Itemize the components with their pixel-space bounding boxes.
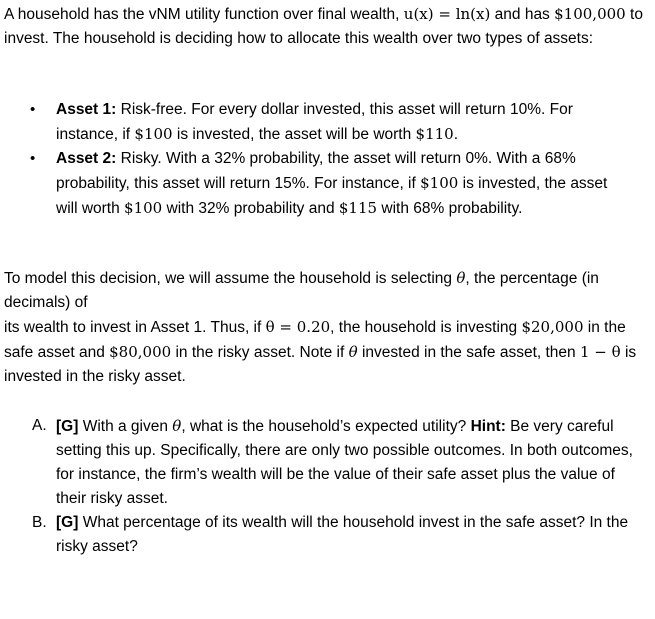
asset-2-label: Asset 2: xyxy=(56,150,117,167)
model-text-3: its wealth to invest in Asset 1. Thus, if xyxy=(4,319,266,336)
intro-text-2: and has xyxy=(490,6,555,23)
intro-paragraph xyxy=(4,2,652,51)
question-a-marker: A. xyxy=(32,417,47,434)
asset-2-text-2: is invested, the asset will worth xyxy=(56,175,608,217)
question-list xyxy=(0,414,652,559)
model-text-6: in the risky asset. Note if xyxy=(171,344,349,361)
model-paragraph xyxy=(4,266,652,389)
question-a-text-1: With a given xyxy=(78,418,173,435)
model-text-7: invested in the safe asset, then xyxy=(357,344,580,361)
question-a-text-2: , what is the household’s expected utility? xyxy=(181,418,471,435)
theta-symbol: θ xyxy=(456,269,466,287)
investment-amount: $100,000 xyxy=(554,5,626,23)
model-text-2: , the percentage (in decimals) of xyxy=(4,270,599,311)
one-minus-theta: 1 − θ xyxy=(579,343,621,361)
theta-equation: θ = 0.20 xyxy=(265,318,331,336)
intro-text-3: to invest. The household is deciding how to allocate this wealth over two types of assets: xyxy=(4,6,643,47)
asset-2-item xyxy=(0,147,640,221)
intro-text-1: A household has the vNM utility function over final wealth, xyxy=(4,6,404,23)
safe-amount: $20,000 xyxy=(521,318,584,336)
bullet-icon: • xyxy=(30,150,36,167)
risky-amount: $80,000 xyxy=(109,343,172,361)
question-b-text-1: What percentage of its wealth will the household invest in the safe asset? In the risky asset? xyxy=(56,514,629,555)
asset-1-text-2: is invested, the asset will be worth xyxy=(172,126,416,143)
asset-1-item xyxy=(0,98,640,147)
asset-2-text-1: Risky. With a 32% probability, the asset will return 0%. With a 68% probability, this asset will return 15%. For instance, if xyxy=(56,150,576,192)
utility-function: u(x) = ln(x) xyxy=(403,5,491,23)
model-text-8: is invested in the risky asset. xyxy=(4,344,637,385)
question-a-tag: [G] xyxy=(56,418,79,435)
asset-1-math-1: $100 xyxy=(134,125,173,143)
question-a xyxy=(0,414,652,511)
asset-1-text-3: . xyxy=(453,126,459,143)
asset-1-math-2: $110 xyxy=(415,125,454,143)
asset-2-math-1: $100 xyxy=(420,174,459,192)
theta-symbol: θ xyxy=(172,417,182,435)
model-text-4: , the household is investing xyxy=(330,319,522,336)
question-b xyxy=(0,511,652,559)
question-a-text-3: Be very careful setting this up. Specifically, there are only two possible outcomes. In both outcomes, for instance, the firm’s wealth will be the value of their safe asset plus the value of their risky asset. xyxy=(56,418,633,507)
model-text-5: in the safe asset and xyxy=(4,319,626,361)
model-text-1: To model this decision, we will assume the household is selecting xyxy=(4,270,457,287)
bullet-icon: • xyxy=(30,101,36,118)
theta-symbol: θ xyxy=(348,343,358,361)
hint-label: Hint: xyxy=(470,418,506,435)
question-b-tag: [G] xyxy=(56,514,79,531)
asset-list xyxy=(0,98,640,221)
asset-1-label: Asset 1: xyxy=(56,101,117,118)
asset-1-text-1: Risk-free. For every dollar invested, this asset will return 10%. For instance, if xyxy=(56,101,573,143)
asset-2-text-4: with 68% probability. xyxy=(377,200,523,217)
question-b-marker: B. xyxy=(32,514,47,531)
asset-2-text-3: with 32% probability and xyxy=(162,200,339,217)
asset-2-math-2: $100 xyxy=(124,199,163,217)
asset-2-math-3: $115 xyxy=(338,199,378,217)
